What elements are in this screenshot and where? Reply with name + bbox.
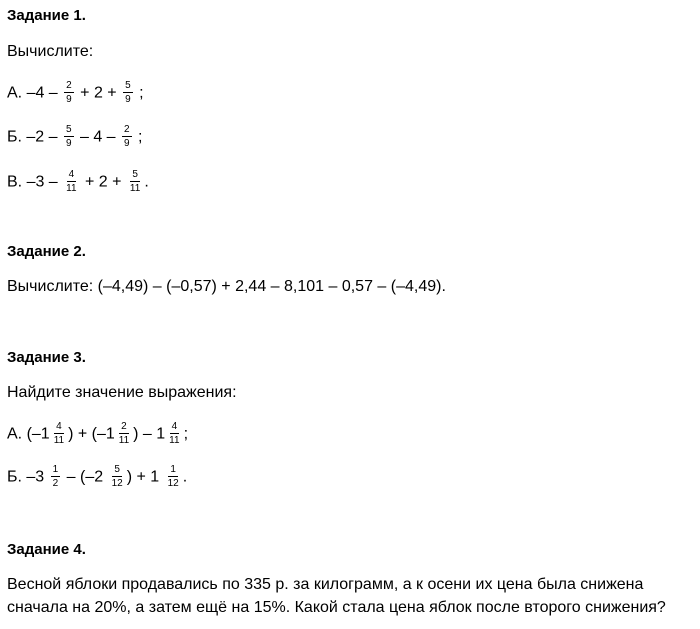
fraction-numerator: 1 — [170, 464, 176, 475]
task1-item-b — [7, 125, 142, 150]
fraction — [64, 169, 78, 194]
fraction-denominator: 12 — [111, 478, 123, 489]
task3-a-part4: ; — [183, 425, 189, 443]
fraction-numerator: 1 — [52, 464, 59, 475]
fraction — [117, 421, 131, 446]
task4-line2: сначала на 20%, а затем ещё на 15%. Какой стала цена яблок после второго снижения? — [7, 599, 666, 616]
task3-heading: Задание 3. — [7, 349, 86, 366]
task1-c-prefix: В. –3 – — [7, 173, 63, 191]
fraction — [167, 421, 181, 446]
task3-a-part2: ) + (–1 — [68, 425, 115, 443]
fraction-denominator: 11 — [129, 183, 141, 194]
fraction — [122, 124, 132, 149]
fraction-denominator: 11 — [66, 183, 77, 194]
task1-item-a — [7, 81, 144, 106]
fraction-numerator: 5 — [132, 169, 138, 180]
task3-b-part3: ) + 1 — [126, 468, 164, 486]
task1-intro: Вычислите: — [7, 43, 94, 60]
task1-heading: Задание 1. — [7, 7, 86, 24]
fraction-numerator: 5 — [65, 124, 72, 135]
task3-b-part1: Б. –3 — [7, 468, 49, 486]
task1-b-mid: – 4 – — [75, 128, 121, 146]
task1-a-suffix: ; — [134, 84, 144, 102]
fraction — [52, 421, 66, 446]
task1-a-mid: + 2 + — [75, 84, 122, 102]
fraction-numerator: 2 — [124, 124, 130, 135]
fraction — [128, 169, 142, 194]
task1-a-prefix: А. –4 – — [7, 84, 63, 102]
fraction-denominator: 2 — [52, 478, 59, 489]
fraction-denominator: 12 — [167, 478, 179, 489]
task4-heading: Задание 4. — [7, 541, 86, 558]
task1-c-mid: + 2 + — [80, 173, 126, 191]
fraction — [64, 80, 74, 105]
fraction-denominator: 11 — [53, 435, 65, 446]
fraction-numerator: 4 — [68, 169, 75, 180]
task3-a-part1: А. (–1 — [7, 425, 50, 443]
fraction-denominator: 11 — [118, 435, 130, 446]
task2-text: Вычислите: (–4,49) – (–0,57) + 2,44 – 8,101 – 0,57 – (–4,49). — [7, 278, 446, 295]
task3-item-b — [7, 465, 187, 490]
task3-b-part2: – (–2 — [62, 468, 108, 486]
fraction-denominator: 9 — [124, 138, 130, 149]
fraction — [51, 464, 61, 489]
fraction-denominator: 9 — [65, 138, 72, 149]
fraction-numerator: 2 — [121, 421, 127, 432]
task4-line1: Весной яблоки продавались по 335 р. за килограмм, а к осени их цена была снижена — [7, 576, 644, 593]
fraction-numerator: 5 — [125, 80, 131, 91]
fraction-denominator: 11 — [169, 435, 180, 446]
task3-item-a — [7, 422, 188, 447]
fraction-denominator: 9 — [125, 94, 131, 105]
fraction — [110, 464, 125, 489]
fraction — [64, 124, 74, 149]
fraction-denominator: 9 — [66, 94, 72, 105]
fraction-numerator: 4 — [56, 421, 62, 432]
fraction-numerator: 4 — [171, 421, 178, 432]
task1-c-suffix: . — [144, 173, 149, 191]
task1-item-c — [7, 170, 149, 195]
fraction — [123, 80, 133, 105]
task3-intro: Найдите значение выражения: — [7, 384, 237, 401]
fraction — [166, 464, 181, 489]
task1-b-prefix: Б. –2 – — [7, 128, 62, 146]
task2-heading: Задание 2. — [7, 243, 86, 260]
fraction-numerator: 2 — [66, 80, 72, 91]
task1-b-suffix: ; — [133, 128, 143, 146]
task3-a-part3: ) – 1 — [133, 425, 166, 443]
fraction-numerator: 5 — [114, 464, 120, 475]
task3-b-part4: . — [182, 468, 188, 486]
